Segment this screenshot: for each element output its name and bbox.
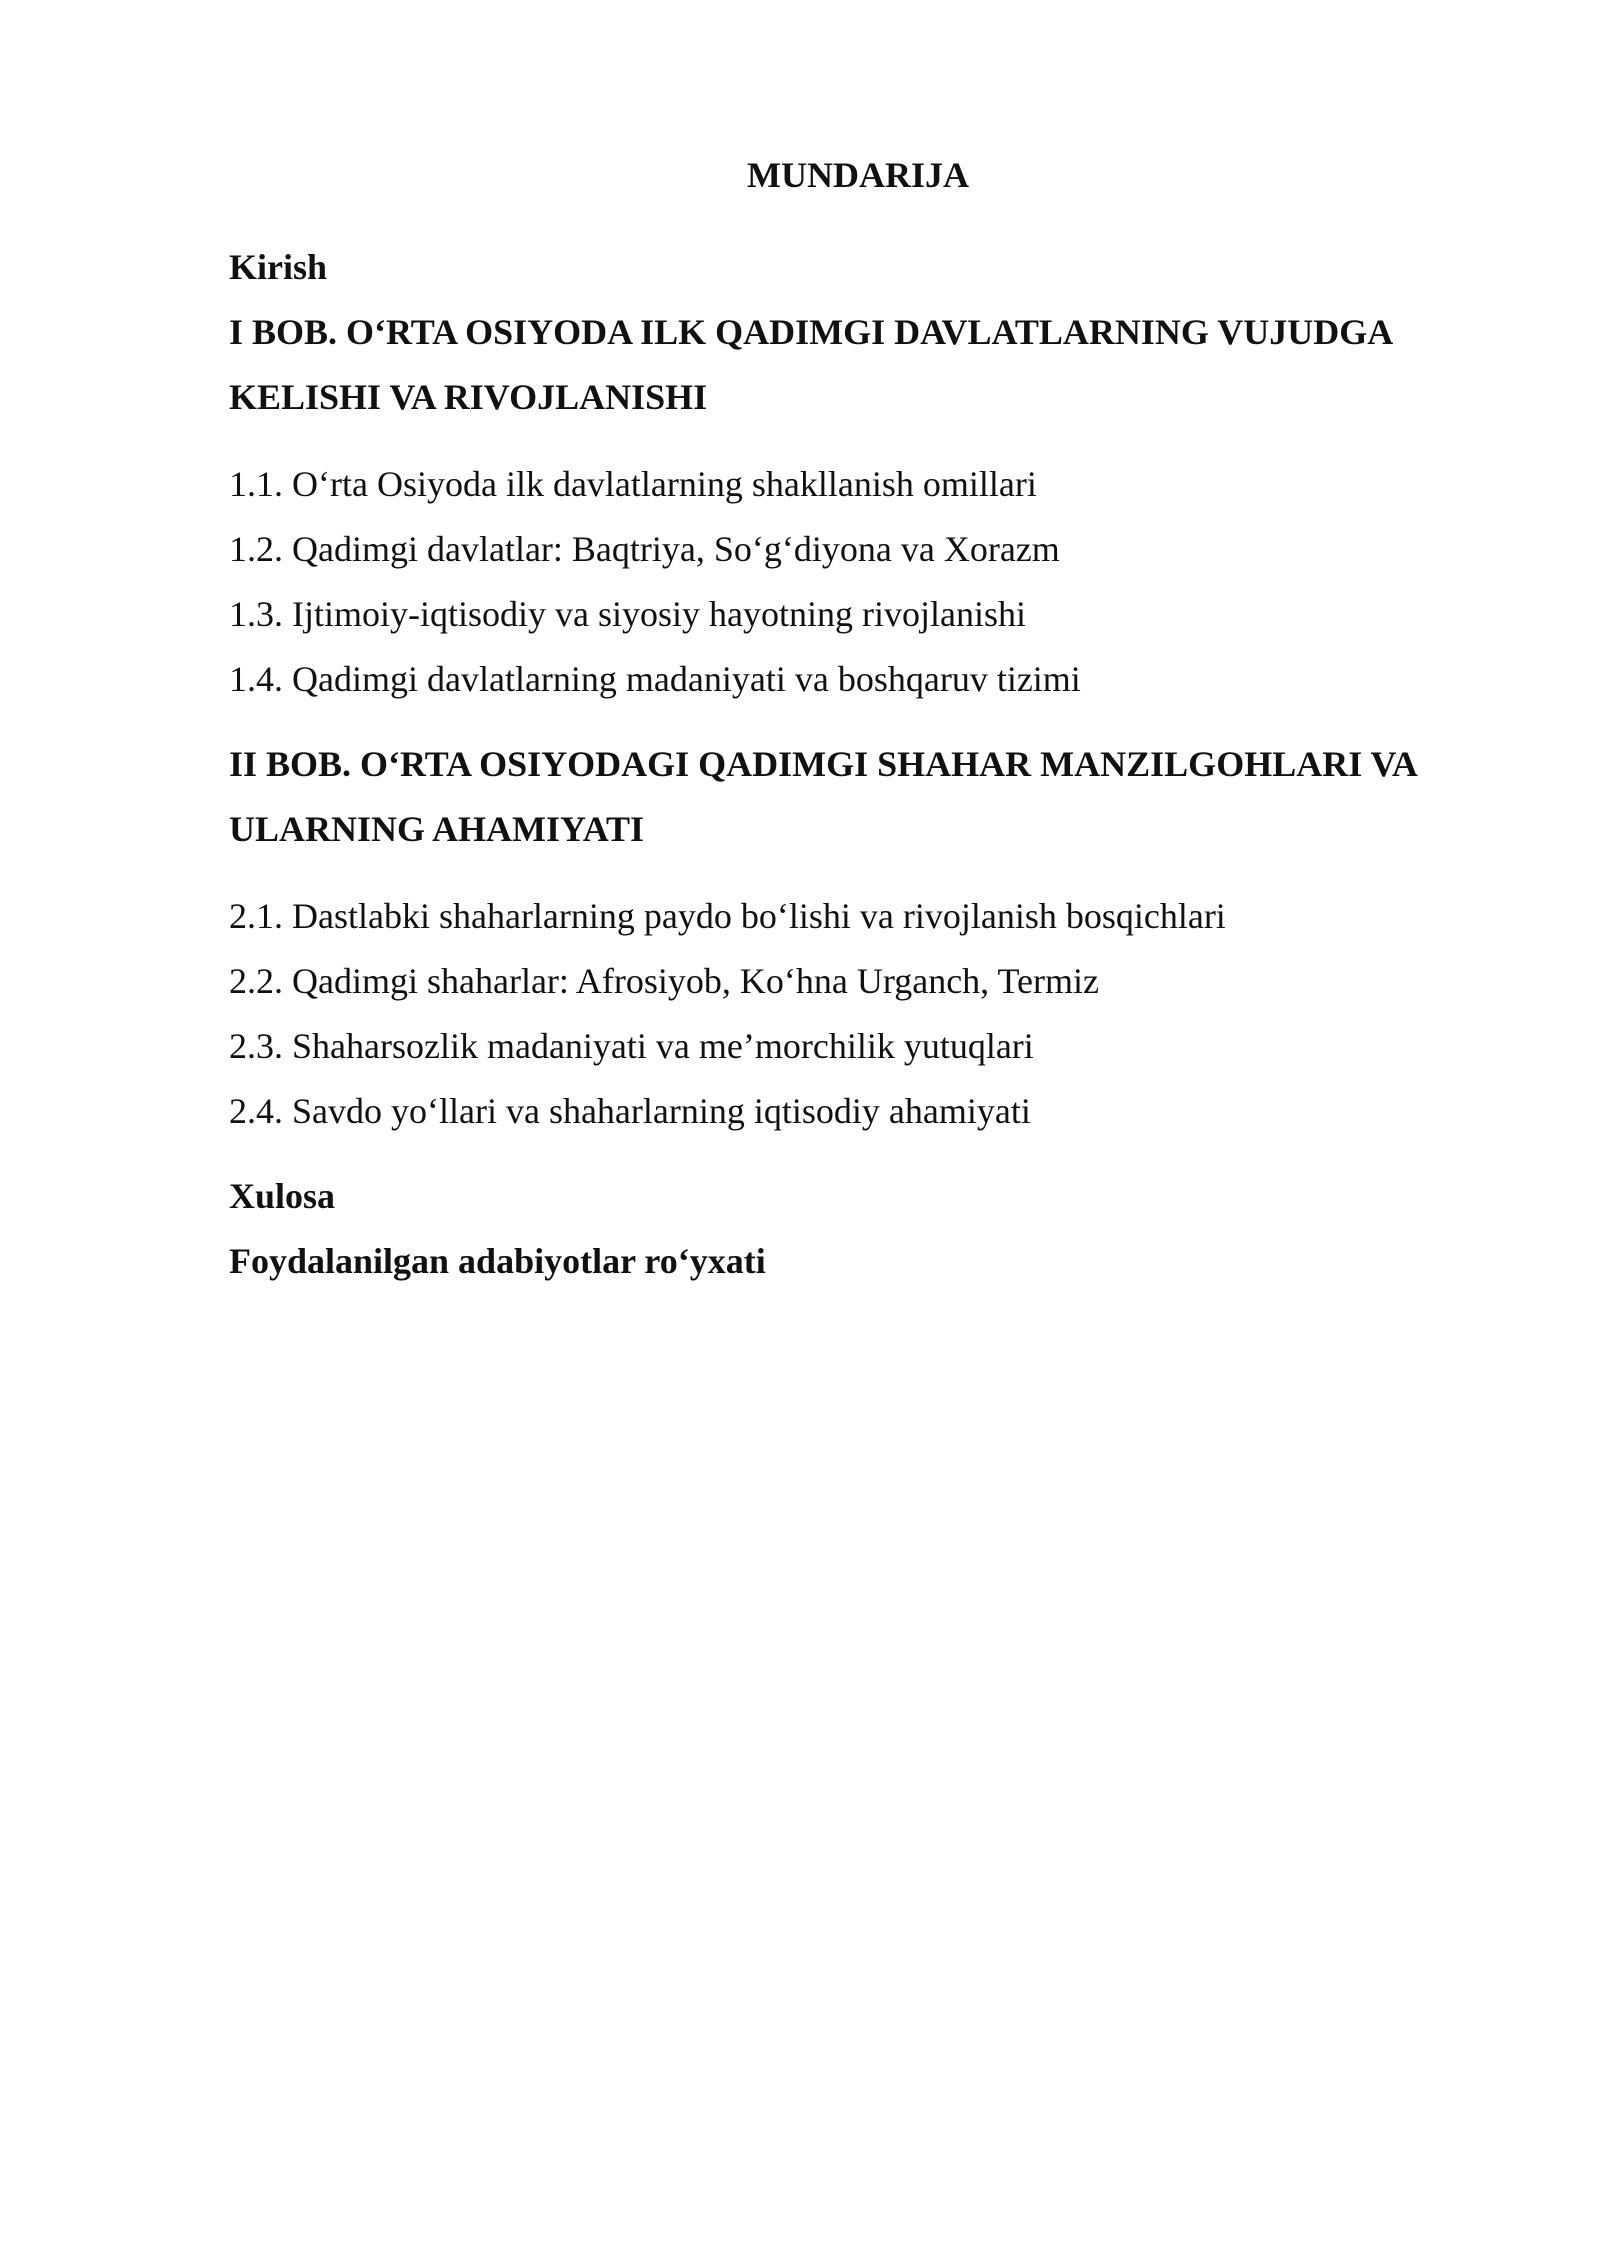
chapter-1-heading-line-1: I BOB. O‘RTA OSIYODA ILK QADIMGI DAVLATLARNING VUJUDGA [229,312,1394,352]
chapter-2-items [229,884,1489,1144]
toc-item-2-3: 2.3. Shaharsozlik madaniyati va me’morchilik yutuqlari [229,1026,1034,1066]
toc-item-2-1: 2.1. Dastlabki shaharlarning paydo bo‘lishi va rivojlanish bosqichlari [229,896,1226,936]
chapter-1-heading-line-2: KELISHI VA RIVOJLANISHI [229,377,708,417]
toc-item-2-4: 2.4. Savdo yo‘llari va shaharlarning iqtisodiy ahamiyati [229,1091,1031,1131]
toc-references: Foydalanilgan adabiyotlar ro‘yxati [229,1241,766,1281]
chapter-1 [229,300,1489,712]
page-title: MUNDARIJA [747,155,969,195]
toc-item-2-2: 2.2. Qadimgi shaharlar: Afrosiyob, Ko‘hna Urganch, Termiz [229,961,1099,1001]
toc-item-1-3: 1.3. Ijtimoiy-iqtisodiy va siyosiy hayotning rivojlanishi [229,594,1026,634]
toc-end-section [229,1164,1489,1294]
toc-item-1-2: 1.2. Qadimgi davlatlar: Baqtriya, So‘g‘diyona va Xorazm [229,529,1060,569]
toc-conclusion: Xulosa [229,1176,336,1216]
chapter-2-heading-line-1: II BOB. O‘RTA OSIYODAGI QADIMGI SHAHAR MANZILGOHLARI VA [229,744,1418,784]
chapter-1-items [229,452,1489,712]
chapter-2-heading-line-2: ULARNING AHAMIYATI [229,809,645,849]
chapter-2 [229,732,1489,1144]
table-of-contents [229,235,1489,1294]
toc-item-1-4: 1.4. Qadimgi davlatlarning madaniyati va boshqaruv tizimi [229,659,1081,699]
toc-intro: Kirish [229,247,328,287]
toc-item-1-1: 1.1. O‘rta Osiyoda ilk davlatlarning shakllanish omillari [229,464,1037,504]
